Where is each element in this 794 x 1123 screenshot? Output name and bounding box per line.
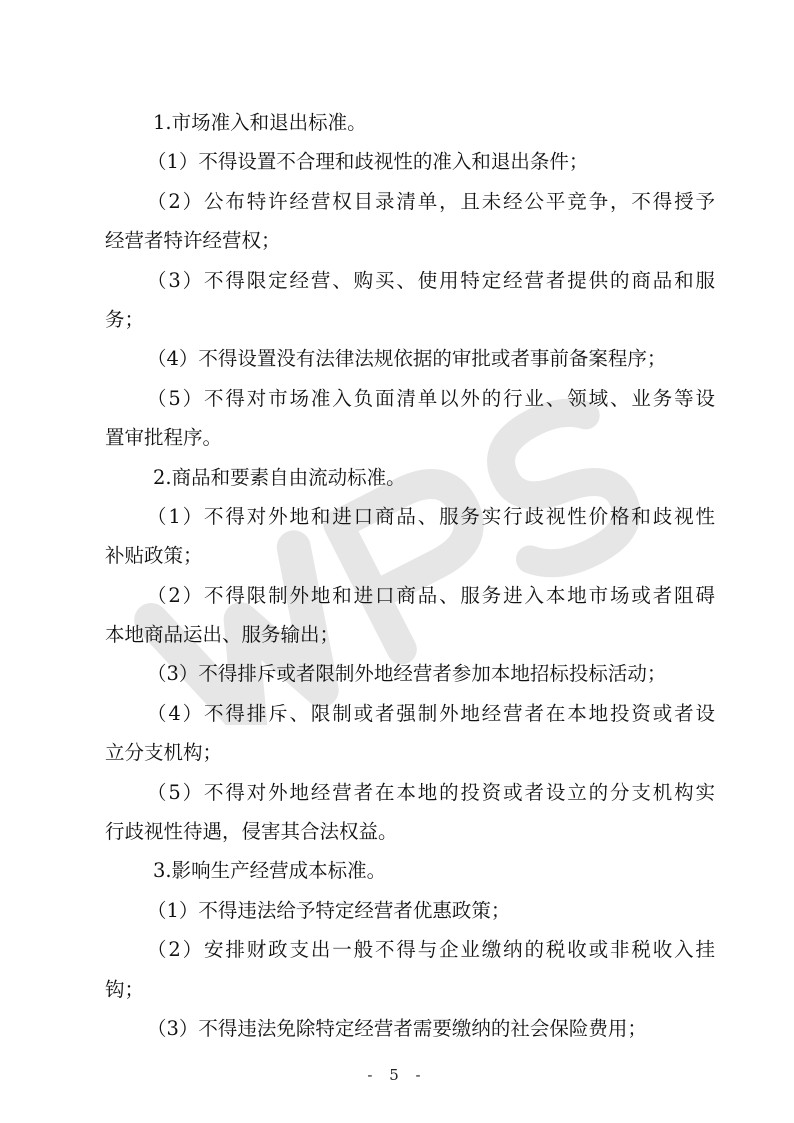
page-number: - 5 -: [367, 1066, 427, 1084]
paragraph-item-2-1-line-1: （1）不得对外地和进口商品、服务实行歧视性价格和歧视性: [147, 504, 715, 528]
document-body: [105, 103, 715, 1048]
paragraph-item-1-2-line-1: （2）公布特许经营权目录清单，且未经公平竞争，不得授予: [147, 189, 715, 213]
paragraph-item-2-3: （3）不得排斥或者限制外地经营者参加本地招标投标活动；: [147, 662, 667, 686]
paragraph-item-3-2-line-1: （2）安排财政支出一般不得与企业缴纳的税收或非税收入挂: [147, 938, 715, 962]
paragraph-item-3-3: （3）不得违法免除特定经营者需要缴纳的社会保险费用；: [147, 1016, 647, 1040]
paragraph-item-2-5-line-2: 行歧视性待遇，侵害其合法权益。: [105, 820, 398, 844]
paragraph-item-1-5-line-1: （5）不得对市场准入负面清单以外的行业、领域、业务等设: [147, 386, 715, 410]
paragraph-item-2-4-line-1: （4）不得排斥、限制或者强制外地经营者在本地投资或者设: [147, 701, 715, 725]
paragraph-item-2-1-line-2: 补贴政策；: [105, 544, 203, 568]
paragraph-item-2-4-line-2: 立分支机构；: [105, 741, 223, 765]
paragraph-item-1-5-line-2: 置审批程序。: [105, 426, 223, 450]
paragraph-item-2-5-line-1: （5）不得对外地经营者在本地的投资或者设立的分支机构实: [147, 780, 715, 804]
paragraph-item-3-1: （1）不得违法给予特定经营者优惠政策；: [147, 898, 511, 922]
paragraph-item-1-1: （1）不得设置不合理和歧视性的准入和退出条件；: [147, 150, 589, 174]
paragraph-item-1-3-line-2: 务；: [105, 307, 145, 331]
paragraph-heading-2: 2.商品和要素自由流动标准。: [153, 465, 406, 489]
paragraph-item-3-2-line-2: 钩；: [105, 977, 145, 1001]
paragraph-item-2-2-line-1: （2）不得限制外地和进口商品、服务进入本地市场或者阻碍: [147, 583, 715, 607]
paragraph-heading-1: 1.市场准入和退出标准。: [153, 111, 367, 134]
paragraph-item-2-2-line-2: 本地商品运出、服务输出；: [105, 623, 340, 647]
paragraph-item-1-3-line-1: （3）不得限定经营、购买、使用特定经营者提供的商品和服: [147, 268, 715, 292]
paragraph-item-1-4: （4）不得设置没有法律法规依据的审批或者事前备案程序；: [147, 347, 667, 371]
paragraph-heading-3: 3.影响生产经营成本标准。: [153, 859, 387, 883]
paragraph-item-1-2-line-2: 经营者特许经营权；: [105, 229, 281, 253]
